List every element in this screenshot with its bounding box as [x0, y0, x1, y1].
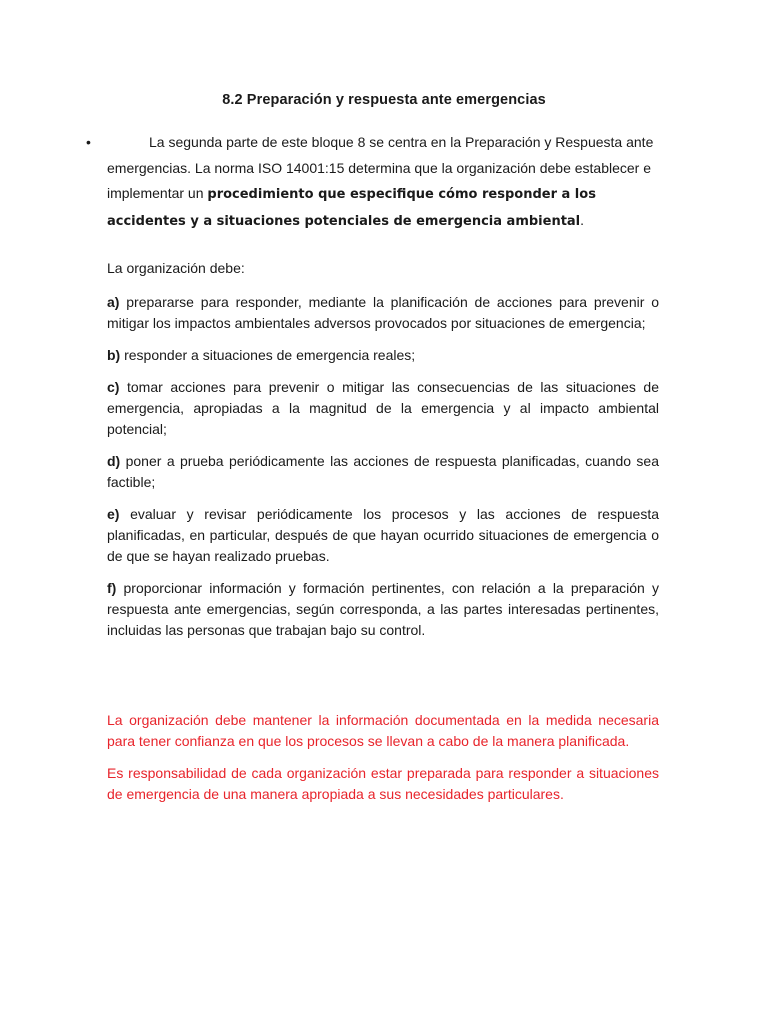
item-text: poner a prueba periódicamente las acciones de respuesta planificadas, cuando sea factible;: [107, 453, 659, 490]
item-letter: f): [107, 580, 117, 596]
item-letter: e): [107, 506, 120, 522]
intro-bold-text: procedimiento que especifique cómo responder a los accidentes y a situaciones potenciales de emergencia ambiental: [107, 187, 596, 229]
bullet-icon: •: [86, 134, 91, 150]
item-text: responder a situaciones de emergencia reales;: [120, 347, 416, 363]
lead-sentence: La organización debe:: [107, 260, 245, 276]
item-letter: b): [107, 347, 121, 363]
intro-paragraph: [107, 130, 659, 234]
item-letter: a): [107, 294, 120, 310]
intro-text-after: .: [580, 211, 585, 228]
intro-text-before: La segunda parte de este bloque 8 se centra en la Preparación y Respuesta ante emergencias. La norma ISO 14001:15 determina que la organización debe establecer e implementar un: [107, 134, 654, 201]
item-letter: c): [107, 379, 120, 395]
list-item: [107, 377, 659, 440]
list-item: [107, 504, 659, 567]
item-text: evaluar y revisar periódicamente los procesos y las acciones de respuesta planificadas, en particular, después de que hayan ocurrido situaciones de emergencia o de que se hayan realizado pruebas.: [107, 506, 659, 564]
item-text: tomar acciones para prevenir o mitigar las consecuencias de las situaciones de emergencia, apropiadas a la magnitud de la emergencia y al impacto ambiental potencial;: [107, 379, 659, 437]
list-item: [107, 578, 659, 641]
highlighted-notes: [107, 710, 659, 816]
list-item: [107, 451, 659, 493]
item-text: prepararse para responder, mediante la planificación de acciones para prevenir o mitigar los impactos ambientales adversos provocados por situaciones de emergencia;: [107, 294, 659, 331]
requirements-list: [107, 292, 659, 652]
list-item: [107, 345, 659, 366]
item-text: proporcionar información y formación pertinentes, con relación a la preparación y respuesta ante emergencias, según corresponda, a las partes interesadas pertinentes, incluidas las personas que trabajan bajo su control.: [107, 580, 659, 638]
note-paragraph: Es responsabilidad de cada organización estar preparada para responder a situaciones de emergencia de una manera apropiada a sus necesidades particulares.: [107, 765, 659, 802]
section-title: 8.2 Preparación y respuesta ante emergencias: [222, 92, 546, 108]
list-item: [107, 292, 659, 334]
note-paragraph: La organización debe mantener la información documentada en la medida necesaria para tener confianza en que los procesos se llevan a cabo de la manera planificada.: [107, 712, 659, 749]
item-letter: d): [107, 453, 121, 469]
